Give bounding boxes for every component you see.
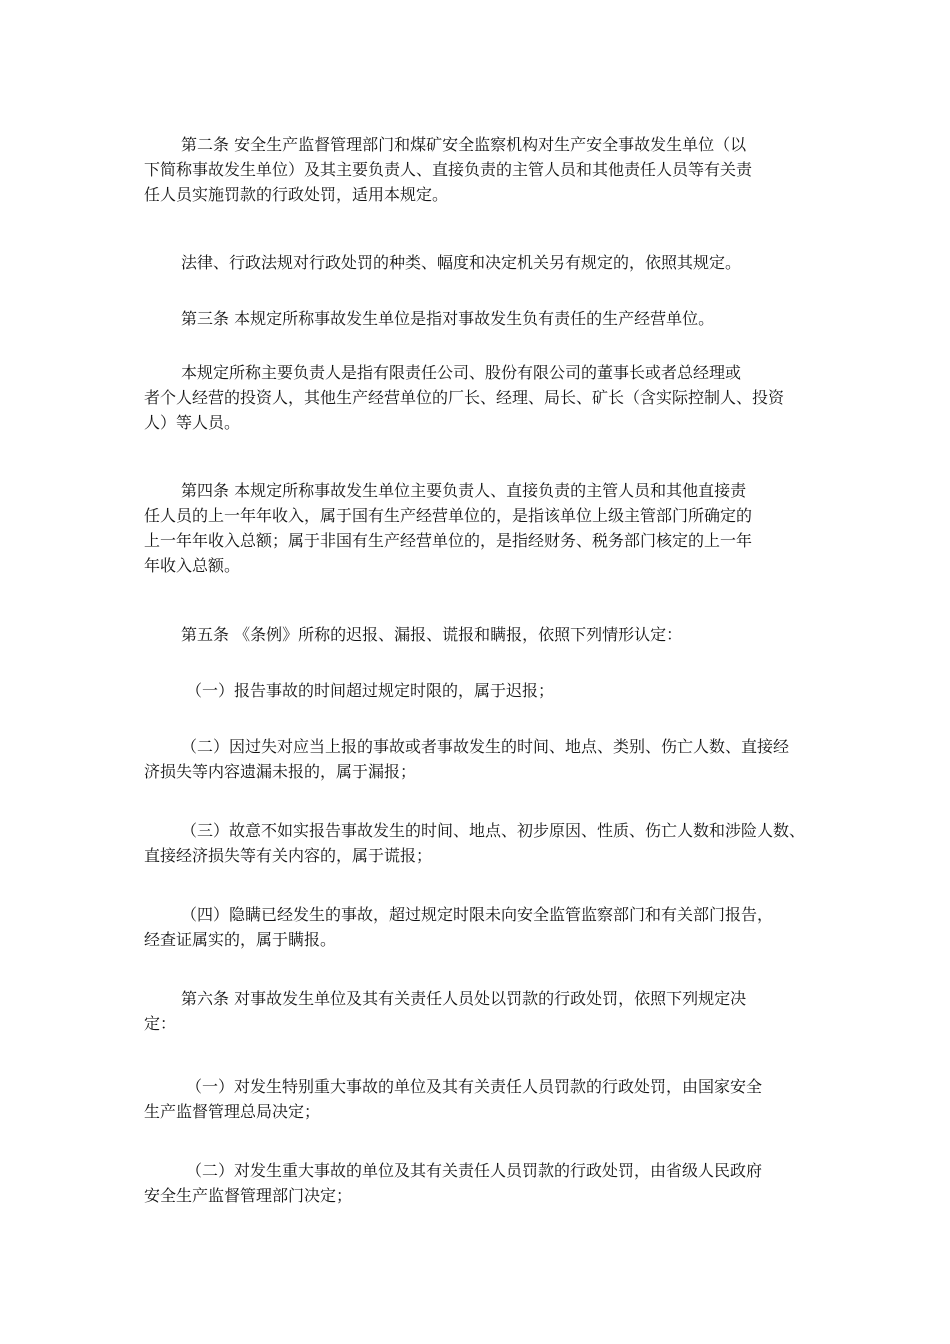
text-line: 第五条 《条例》所称的迟报、漏报、谎报和瞒报，依照下列情形认定： <box>181 625 683 644</box>
text-line: 者个人经营的投资人，其他生产经营单位的厂长、经理、局长、矿长（含实际控制人、投资 <box>144 388 785 407</box>
text-line: 任人员的上一年年收入，属于国有生产经营单位的，是指该单位上级主管部门所确定的 <box>144 506 753 525</box>
article-2-clause-paragraph <box>144 250 816 275</box>
article-5-item-3 <box>144 818 816 868</box>
text-line: 生产监督管理总局决定； <box>144 1102 321 1121</box>
text-line: 本规定所称主要负责人是指有限责任公司、股份有限公司的董事长或者总经理或 <box>181 363 742 382</box>
article-5-item-4 <box>144 902 816 952</box>
text-line: 定： <box>144 1014 177 1033</box>
text-line: （二）对发生重大事故的单位及其有关责任人员罚款的行政处罚，由省级人民政府 <box>186 1161 763 1180</box>
text-line: 直接经济损失等有关内容的，属于谎报； <box>144 846 433 865</box>
article-6-item-1 <box>144 1074 816 1124</box>
text-line: 法律、行政法规对行政处罚的种类、幅度和决定机关另有规定的，依照其规定。 <box>181 253 742 272</box>
text-line: 上一年年收入总额；属于非国有生产经营单位的，是指经财务、税务部门核定的上一年 <box>144 531 753 550</box>
text-line: 第四条 本规定所称事故发生单位主要负责人、直接负责的主管人员和其他直接责 <box>181 481 747 500</box>
text-line: 任人员实施罚款的行政处罚，适用本规定。 <box>144 185 449 204</box>
article-6-item-2 <box>144 1158 816 1208</box>
text-line: 第六条 对事故发生单位及其有关责任人员处以罚款的行政处罚，依照下列规定决 <box>181 989 747 1008</box>
article-5-item-1 <box>144 678 816 703</box>
text-line: 经查证属实的，属于瞒报。 <box>144 930 337 949</box>
text-line: 济损失等内容遗漏未报的，属于漏报； <box>144 762 417 781</box>
text-line: （二）因过失对应当上报的事故或者事故发生的时间、地点、类别、伤亡人数、直接经 <box>181 737 790 756</box>
text-line: 下简称事故发生单位）及其主要负责人、直接负责的主管人员和其他责任人员等有关责 <box>144 160 753 179</box>
text-line: 安全生产监督管理部门决定； <box>144 1186 353 1205</box>
text-line: 人）等人员。 <box>144 413 241 432</box>
article-3-definition-paragraph <box>144 360 816 435</box>
text-line: （一）报告事故的时间超过规定时限的，属于迟报； <box>186 681 555 700</box>
text-line: 第三条 本规定所称事故发生单位是指对事故发生负有责任的生产经营单位。 <box>181 309 715 328</box>
article-3-paragraph <box>144 306 816 331</box>
text-line: 第二条 安全生产监督管理部门和煤矿安全监察机构对生产安全事故发生单位（以 <box>181 135 747 154</box>
text-line: （一）对发生特别重大事故的单位及其有关责任人员罚款的行政处罚，由国家安全 <box>186 1077 763 1096</box>
text-line: 年收入总额。 <box>144 556 241 575</box>
text-line: （四）隐瞒已经发生的事故，超过规定时限未向安全监管监察部门和有关部门报告， <box>181 905 774 924</box>
article-2-paragraph <box>144 132 816 207</box>
article-4-paragraph <box>144 478 816 578</box>
article-5-item-2 <box>144 734 816 784</box>
text-line: （三）故意不如实报告事故发生的时间、地点、初步原因、性质、伤亡人数和涉险人数、 <box>181 821 806 840</box>
article-6-paragraph <box>144 986 816 1036</box>
article-5-paragraph <box>144 622 816 647</box>
